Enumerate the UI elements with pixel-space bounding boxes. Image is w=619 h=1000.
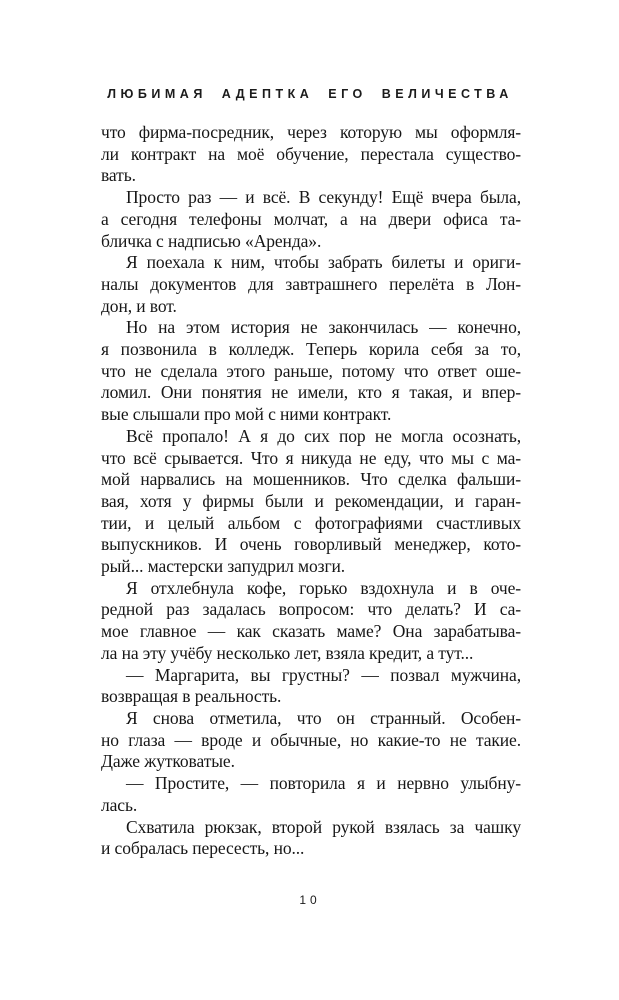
paragraph bbox=[101, 817, 521, 860]
text-line: налы документов для завтрашнего перелёта в Лон- bbox=[101, 273, 521, 294]
text-line: лась. bbox=[101, 794, 138, 815]
text-line: что не сделала этого раньше, потому что ответ оше- bbox=[101, 360, 521, 381]
text-line: Но на этом история не закончилась — конечно, bbox=[126, 317, 521, 338]
page-number: 10 bbox=[299, 893, 321, 907]
text-line: рый... мастерски запудрил мозги. bbox=[101, 556, 346, 577]
text-line: — Простите, — повторила я и нервно улыбну- bbox=[126, 773, 521, 794]
text-line: ла на эту учёбу несколько лет, взяла кредит, а тут... bbox=[101, 642, 474, 663]
text-line: и собралась пересесть, но... bbox=[101, 838, 305, 859]
running-header: ЛЮБИМАЯ АДЕПТКА ЕГО ВЕЛИЧЕСТВА bbox=[107, 87, 513, 101]
text-line: мое главное — как сказать маме? Она зарабатыва- bbox=[101, 621, 521, 642]
text-line: — Маргарита, вы грустны? — позвал мужчина, bbox=[126, 664, 521, 685]
text-line: вать. bbox=[101, 165, 136, 186]
paragraph bbox=[101, 773, 521, 816]
paragraph bbox=[101, 187, 521, 252]
text-line: Я снова отметила, что он странный. Особен- bbox=[126, 707, 521, 728]
text-line: тии, и целый альбом с фотографиями счастливых bbox=[101, 512, 521, 533]
text-line: Я поехала к ним, чтобы забрать билеты и ориги- bbox=[126, 252, 521, 273]
text-line: выпускников. И очень говорливый менеджер, кото- bbox=[101, 534, 521, 555]
text-line: Схватила рюкзак, второй рукой взялась за чашку bbox=[126, 816, 521, 837]
text-line: а сегодня телефоны молчат, а на двери офиса та- bbox=[101, 208, 521, 229]
text-line: Я отхлебнула кофе, горько вздохнула и в оче- bbox=[126, 577, 521, 598]
text-line: Просто раз — и всё. В секунду! Ещё вчера была, bbox=[126, 187, 521, 208]
text-line: что фирма-посредник, через которую мы оформля- bbox=[101, 122, 521, 142]
text-line: Даже жутковатые. bbox=[101, 751, 235, 772]
paragraph bbox=[101, 426, 521, 578]
text-line: но глаза — вроде и обычные, но какие-то не такие. bbox=[101, 729, 521, 750]
paragraph bbox=[101, 578, 521, 665]
text-line: мой нарвались на мошенников. Что сделка фальши- bbox=[101, 469, 521, 490]
body-text bbox=[101, 122, 521, 860]
text-line: возвращая в реальность. bbox=[101, 686, 282, 707]
paragraph bbox=[101, 708, 521, 773]
text-line: бличка с надписью «Аренда». bbox=[101, 230, 322, 251]
text-line: Всё пропало! А я до сих пор не могла осознать, bbox=[126, 425, 521, 446]
text-line: ли контракт на моё обучение, перестала существо- bbox=[101, 143, 521, 164]
text-line: дон, и вот. bbox=[101, 295, 177, 316]
paragraph bbox=[101, 317, 521, 426]
paragraph bbox=[101, 122, 521, 187]
text-line: вые слышали про мой с ними контракт. bbox=[101, 404, 392, 425]
text-line: редной раз задалась вопросом: что делать? И са- bbox=[101, 599, 521, 620]
text-line: вая, хотя у фирмы были и рекомендации, и гаран- bbox=[101, 490, 521, 511]
paragraph bbox=[101, 665, 521, 708]
paragraph bbox=[101, 252, 521, 317]
text-line: что всё срывается. Что я никуда не еду, что мы с ма- bbox=[101, 447, 521, 468]
text-line: я позвонила в колледж. Теперь корила себя за то, bbox=[101, 339, 521, 360]
text-line: ломил. Они понятия не имели, кто я такая, и впер- bbox=[101, 382, 521, 403]
